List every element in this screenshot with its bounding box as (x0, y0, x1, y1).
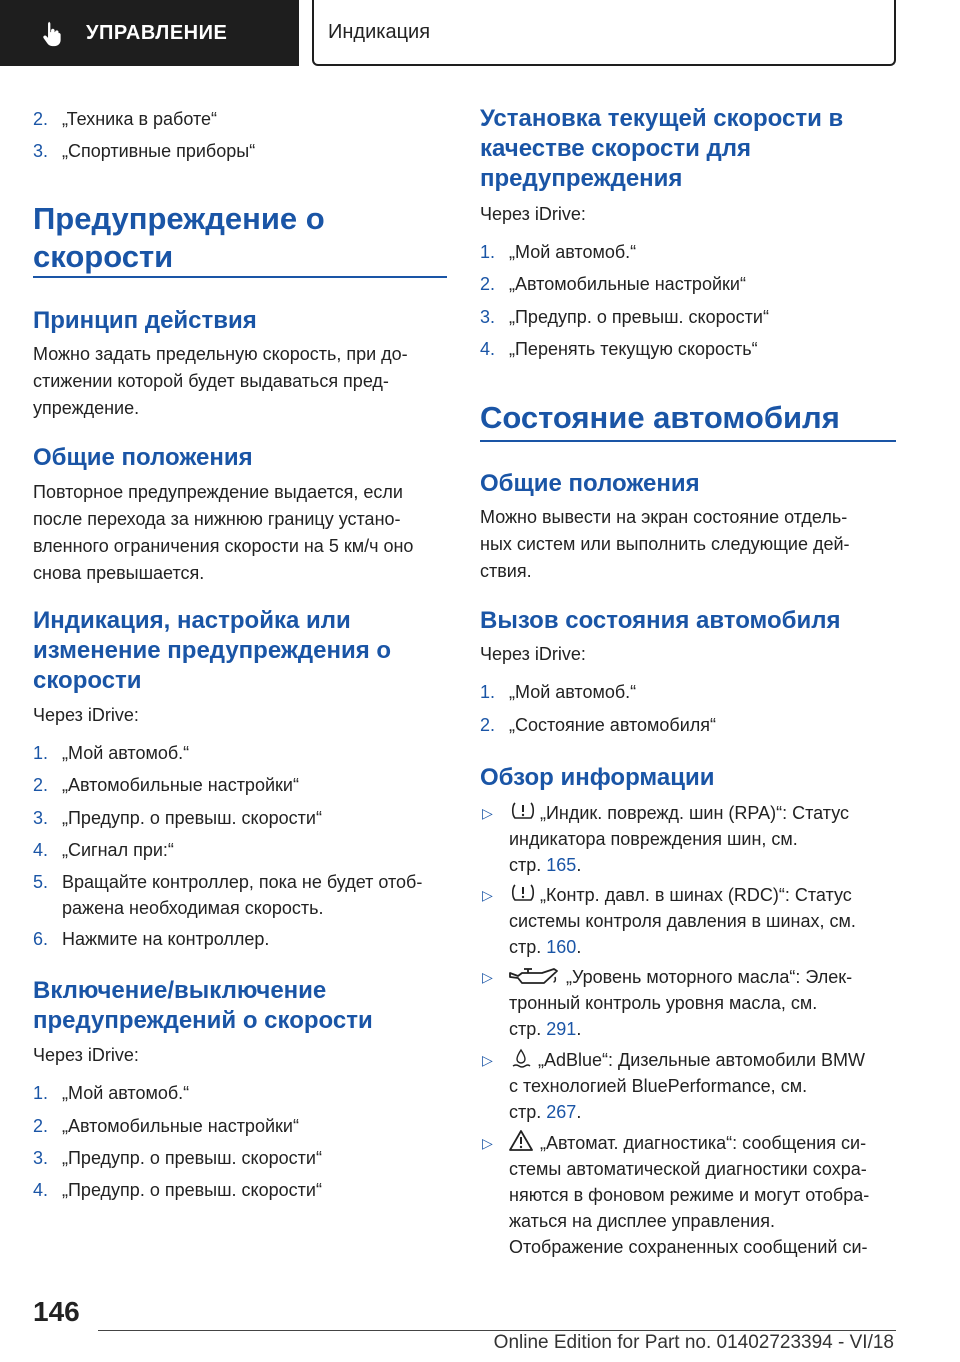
heading-speed-warning: Предупреждение о скорости (33, 201, 325, 274)
list-number: 4. (33, 1180, 49, 1200)
list-item: „Предупр. о превыш. скорости“ (62, 808, 322, 828)
bullet-triangle-icon: ▷ (482, 887, 493, 903)
bullet-page-ref: стр. 160. (509, 937, 582, 957)
header-section-title: УПРАВЛЕНИЕ (86, 21, 228, 44)
via-idrive-text: Через iDrive: (33, 705, 139, 725)
list-item: „Предупр. о превыш. скорости“ (62, 1180, 322, 1200)
bullet-text: „AdBlue“: Дизельные автомобили BMW (538, 1050, 866, 1070)
bullet-text: индикатора повреждения шин, см. (509, 829, 798, 849)
list-item: „Состояние автомобиля“ (509, 715, 717, 735)
bullet-text: „Индик. поврежд. шин (RPA)“: Статус (540, 803, 849, 823)
heading-display-settings: Индикация, настройка или изменение предупреждения о скорости (33, 607, 392, 694)
heading-general-right: Общие положения (480, 470, 700, 497)
list-number: 1. (480, 242, 496, 262)
bullet-text: жаться на дисплее управления. (509, 1211, 775, 1231)
page-number: 146 (33, 1296, 80, 1327)
via-idrive-text: Через iDrive: (33, 1045, 139, 1065)
bullet-text: стемы автоматической диагностики сохра- (509, 1159, 867, 1179)
oil-can-icon (508, 965, 560, 989)
list-item: „Сигнал при:“ (62, 840, 174, 860)
bullet-text: с технологией BluePerformance, см. (509, 1076, 808, 1096)
via-idrive-text: Через iDrive: (480, 644, 586, 664)
page-link[interactable]: 165 (546, 855, 577, 875)
list-number: 2. (33, 1116, 49, 1136)
header-topic-title: Индикация (328, 20, 431, 43)
bullet-text: „Уровень моторного масла“: Элек- (566, 967, 853, 987)
list-item: Нажмите на контроллер. (62, 929, 270, 949)
list-number: 2. (480, 274, 496, 294)
list-item: „Спортивные приборы“ (62, 141, 256, 161)
adblue-icon (510, 1048, 532, 1070)
list-number: 5. (33, 872, 49, 892)
list-item: „Мой автомоб.“ (509, 682, 637, 702)
list-number: 1. (480, 682, 496, 702)
page-link[interactable]: 267 (546, 1102, 577, 1122)
hand-pointer-icon (38, 19, 66, 47)
heading-toggle-warnings: Включение/выключение предупреждений о скорости (33, 977, 373, 1034)
bullet-triangle-icon: ▷ (482, 805, 493, 821)
list-item: „Перенять текущую скорость“ (509, 339, 758, 359)
list-number: 1. (33, 743, 49, 763)
heading-general: Общие положения (33, 444, 253, 471)
paragraph-general: Повторное предупреждение выдается, если после перехода за нижнюю границу устано- вленного ограничения скорости на 5 км/ч оно снова превышается. (33, 482, 414, 583)
list-item: „Мой автомоб.“ (62, 1083, 190, 1103)
bullet-page-ref: стр. 267. (509, 1102, 582, 1122)
heading-rule (33, 276, 447, 278)
header-topic-tab (312, 0, 896, 66)
list-item: Вращайте контроллер, пока не будет отоб- (62, 872, 423, 892)
list-number: 6. (33, 929, 49, 949)
list-item: „Автомобильные настройки“ (62, 775, 299, 795)
header-section-tab (0, 0, 299, 66)
list-item: „Автомобильные настройки“ (62, 1116, 299, 1136)
list-number: 3. (33, 141, 49, 161)
page-link[interactable]: 291 (546, 1019, 577, 1039)
heading-set-current-speed: Установка текущей скорости в качестве скорости для предупреждения (480, 105, 844, 192)
warning-triangle-icon (508, 1129, 534, 1153)
heading-rule (480, 440, 896, 442)
bullet-text: „Контр. давл. в шинах (RDC)“: Статус (540, 885, 852, 905)
list-number: 1. (33, 1083, 49, 1103)
page-link[interactable]: 160 (546, 937, 577, 957)
heading-info-overview: Обзор информации (480, 764, 715, 791)
bullet-text: „Автомат. диагностика“: сообщения си- (540, 1133, 867, 1153)
list-item: „Автомобильные настройки“ (509, 274, 746, 294)
bullet-text: Отображение сохраненных сообщений си- (509, 1237, 868, 1257)
list-item: „Мой автомоб.“ (509, 242, 637, 262)
list-number: 3. (33, 808, 49, 828)
bullet-text: системы контроля давления в шинах, см. (509, 911, 856, 931)
list-number: 2. (480, 715, 496, 735)
tire-pressure-warning-icon (510, 800, 536, 822)
list-item-continued: ражена необходимая скорость. (62, 898, 324, 918)
heading-vehicle-status: Состояние автомобиля (480, 400, 840, 435)
list-number: 3. (480, 307, 496, 327)
bullet-page-ref: стр. 165. (509, 855, 582, 875)
list-number: 3. (33, 1148, 49, 1168)
list-number: 4. (480, 339, 496, 359)
bullet-page-ref: стр. 291. (509, 1019, 582, 1039)
footer-rule (98, 1330, 896, 1331)
list-number: 4. (33, 840, 49, 860)
paragraph-general-right: Можно вывести на экран состояние отдель- ных систем или выполнить следующие дей- ствия. (480, 507, 850, 581)
bullet-triangle-icon: ▷ (482, 1135, 493, 1151)
list-item: „Техника в работе“ (62, 109, 218, 129)
footer-edition: Online Edition for Part no. 01402723394 - VI/18 (493, 1332, 894, 1353)
heading-principle: Принцип действия (33, 307, 257, 334)
bullet-triangle-icon: ▷ (482, 969, 493, 985)
bullet-text: тронный контроль уровня масла, см. (509, 993, 818, 1013)
paragraph-principle: Можно задать предельную скорость, при до- стижении которой будет выдаваться пред- упреждение. (33, 344, 408, 418)
list-item: „Предупр. о превыш. скорости“ (62, 1148, 322, 1168)
list-number: 2. (33, 775, 49, 795)
bullet-triangle-icon: ▷ (482, 1052, 493, 1068)
bullet-text: няются в фоновом режиме и могут отобра- (509, 1185, 870, 1205)
heading-call-status: Вызов состояния автомобиля (480, 607, 841, 634)
tire-pressure-control-icon (510, 882, 536, 904)
list-number: 2. (33, 109, 49, 129)
list-item: „Предупр. о превыш. скорости“ (509, 307, 769, 327)
list-item: „Мой автомоб.“ (62, 743, 190, 763)
via-idrive-text: Через iDrive: (480, 204, 586, 224)
